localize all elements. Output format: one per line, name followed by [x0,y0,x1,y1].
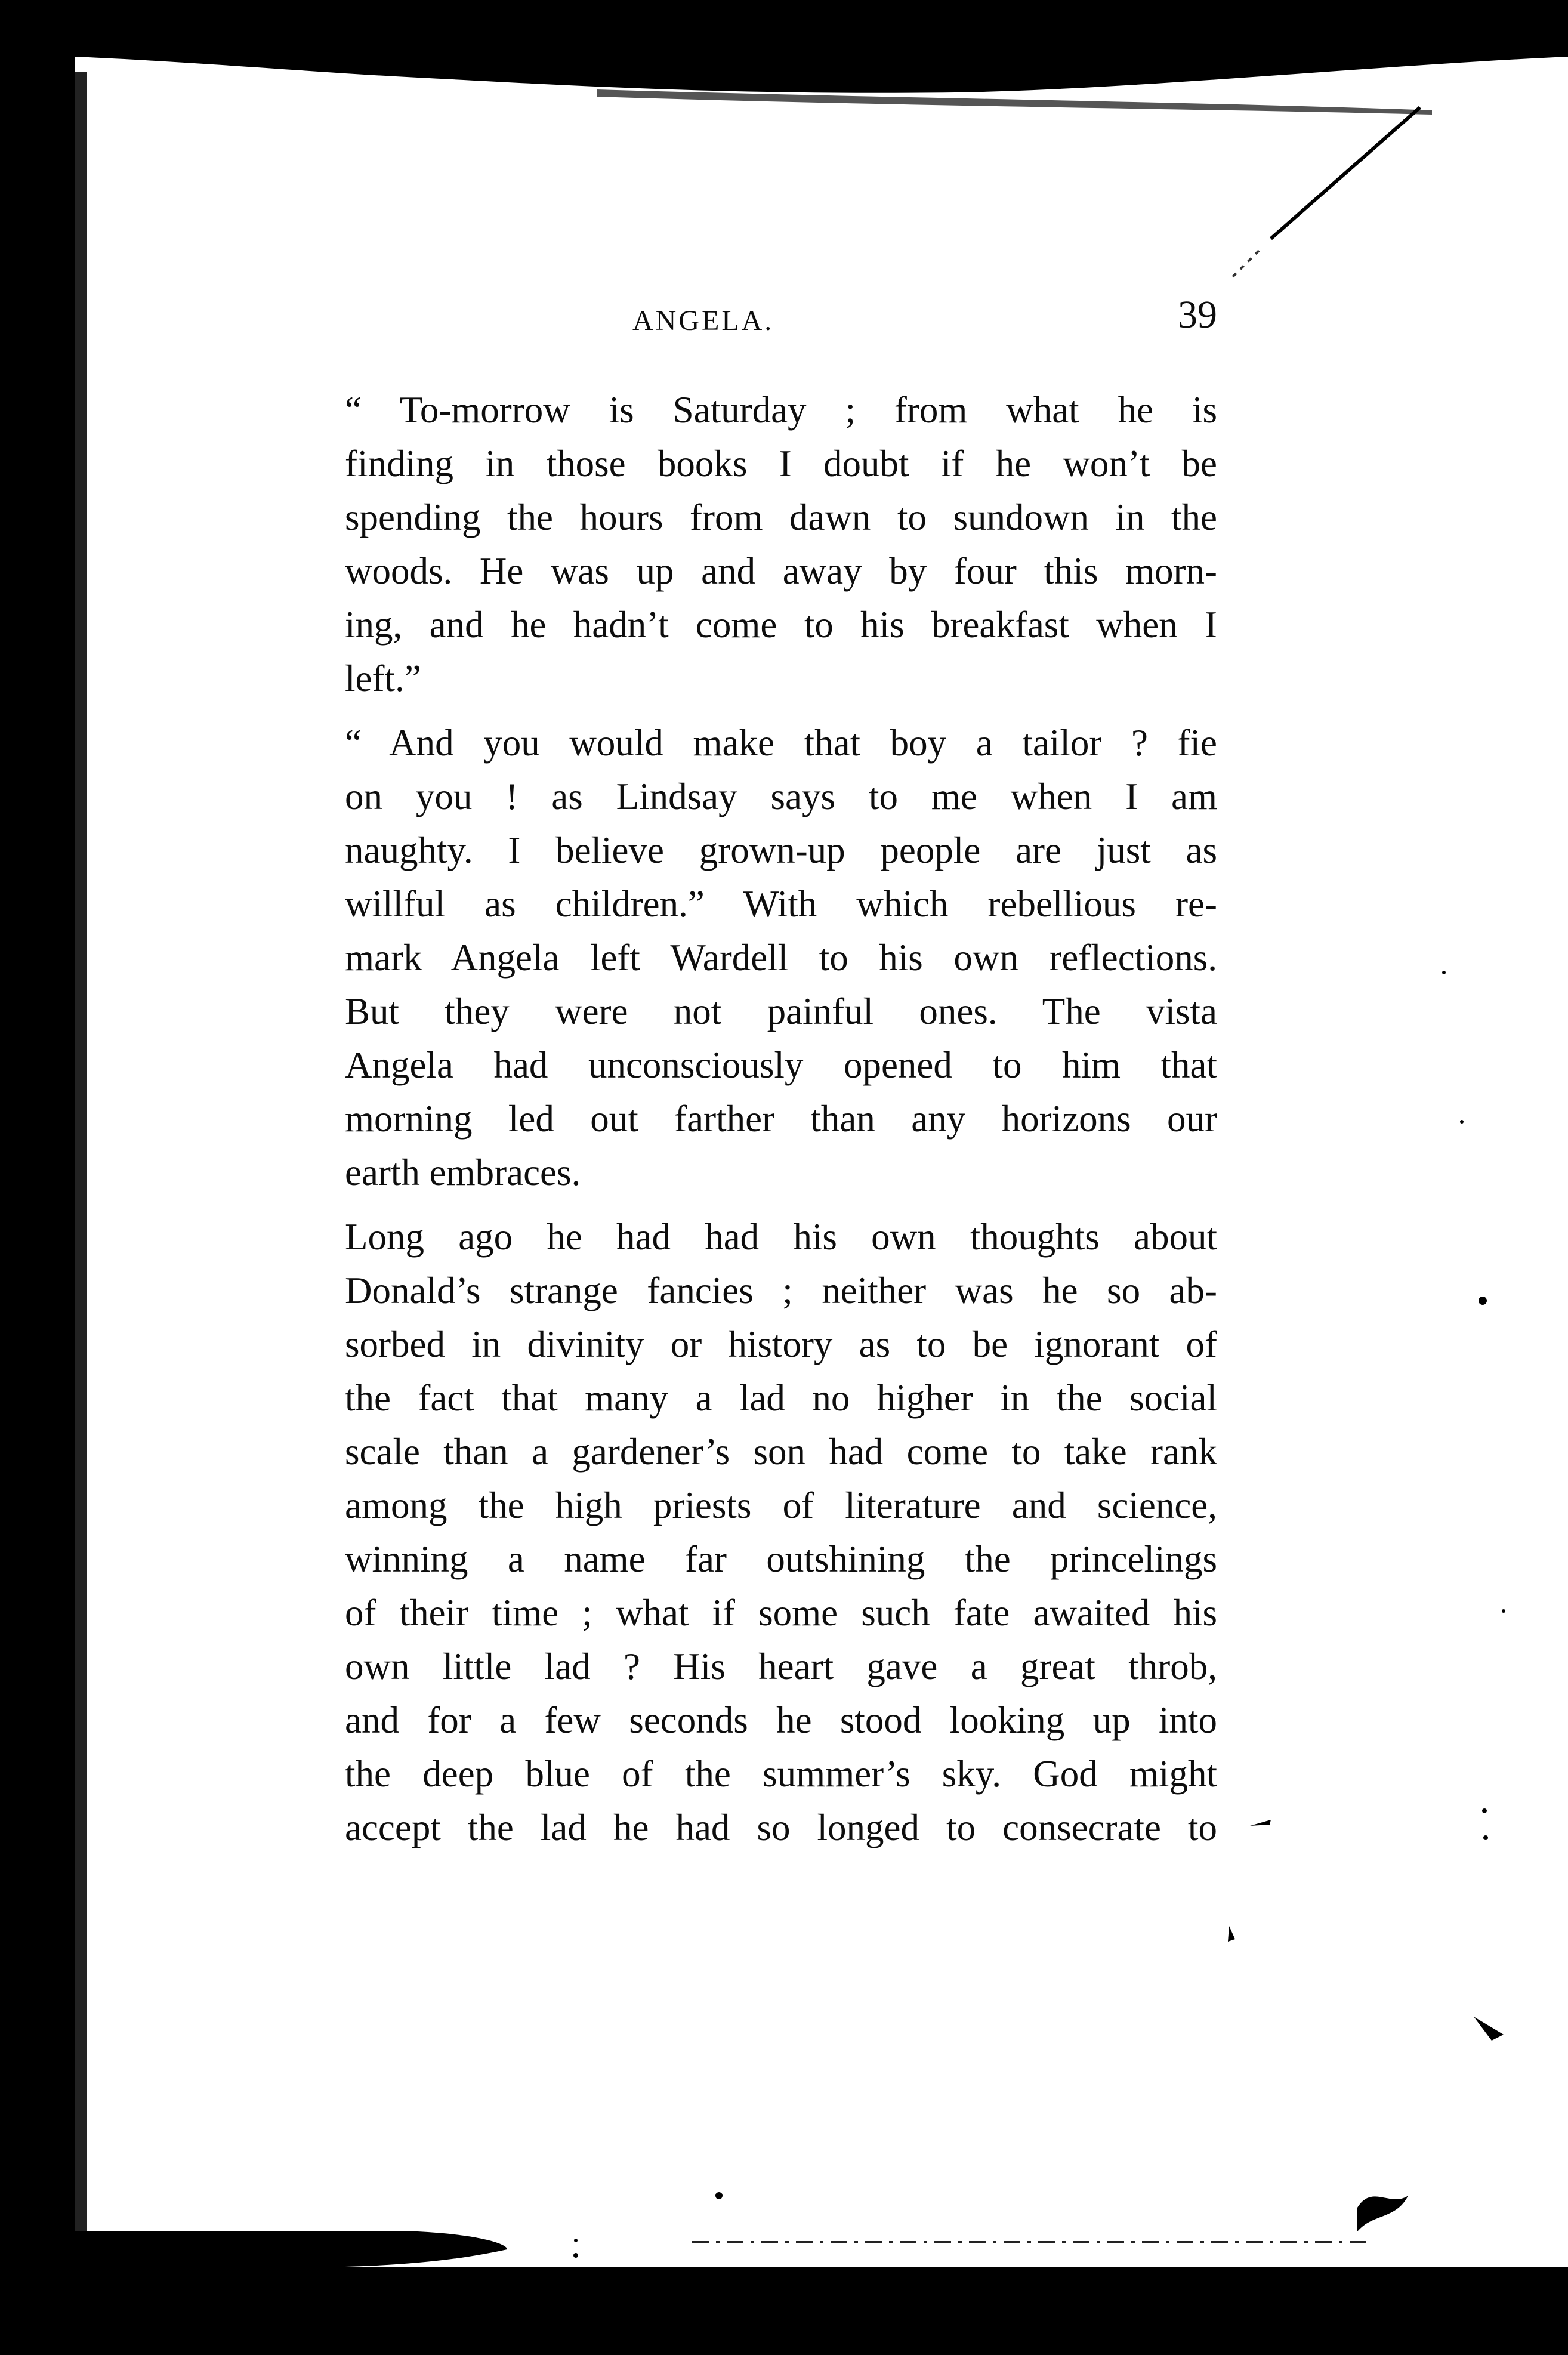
text-line: winning a name far outshining the princelings [345,1538,1217,1580]
speck [1250,1820,1271,1826]
text-line: scale than a gardener’s son had come to take rank [345,1431,1217,1473]
text-line: the fact that many a lad no higher in the social [345,1377,1217,1419]
text-line: among the high priests of literature and science, [345,1484,1217,1526]
text-line: of their time ; what if some such fate awaited his [345,1592,1217,1634]
text-line: on you ! as Lindsay says to me when I am [345,776,1217,817]
text-line: earth embraces. [345,1152,581,1193]
speck [715,2192,723,2199]
text-line: sorbed in divinity or history as to be ignorant of [345,1323,1217,1365]
left-edge-band [0,0,75,2355]
paragraph-1 [298,383,1217,705]
corner-fold-dash [1229,251,1259,280]
text-line: morning led out farther than any horizons our [345,1098,1217,1140]
text-line: “ And you would make that boy a tailor ? fie [345,722,1217,764]
book-page [298,292,1217,1865]
speck [1442,971,1446,974]
top-edge-shadow [0,36,1568,93]
text-line: finding in those books I doubt if he won’t be [345,443,1217,484]
text-line: naughty. I believe grown-up people are just as [345,829,1217,871]
speck [573,2253,578,2258]
top-edge-band [0,0,1568,36]
left-edge-inner [75,72,87,2297]
text-line: left.” [345,658,421,699]
text-line: willful as children.” With which rebellious re- [345,883,1217,925]
corner-fold-line [1271,107,1420,239]
speck [1482,1808,1487,1813]
paragraph-3 [298,1210,1217,1854]
text-line: and for a few seconds he stood looking up into [345,1699,1217,1741]
paragraph-2 [298,716,1217,1199]
text-line: woods. He was up and away by four this morn- [345,550,1217,592]
speck [1460,1120,1464,1124]
page-number: 39 [1178,293,1217,337]
text-line: Donald’s strange fancies ; neither was he so ab- [345,1270,1217,1311]
bottom-edge-band [0,2267,1568,2355]
text-line: own little lad ? His heart gave a great throb, [345,1646,1217,1687]
speck [1228,1926,1235,1942]
page-body [298,383,1217,1854]
bottom-edge-shadow [0,2231,507,2267]
running-head: ANGELA. [632,305,774,337]
speck [574,2239,578,2242]
text-line: ing, and he hadn’t come to his breakfast when I [345,604,1217,646]
speck [1479,1297,1487,1305]
text-line: mark Angela left Wardell to his own reflections. [345,937,1217,979]
speck [1357,2196,1408,2231]
text-line: accept the lad he had so longed to consecrate to [345,1807,1217,1848]
text-line: But they were not painful ones. The vista [345,990,1217,1032]
speck [1474,2017,1504,2041]
page-header [298,292,1217,340]
text-line: Long ago he had had his own thoughts about [345,1216,1217,1258]
text-line: Angela had unconsciously opened to him that [345,1044,1217,1086]
text-line: spending the hours from dawn to sundown in the [345,496,1217,538]
text-line: the deep blue of the summer’s sky. God might [345,1753,1217,1795]
speck [1483,1835,1488,1840]
text-line: “ To-morrow is Saturday ; from what he is [345,389,1217,431]
top-edge-fade [597,89,1432,115]
speck [1502,1609,1505,1613]
